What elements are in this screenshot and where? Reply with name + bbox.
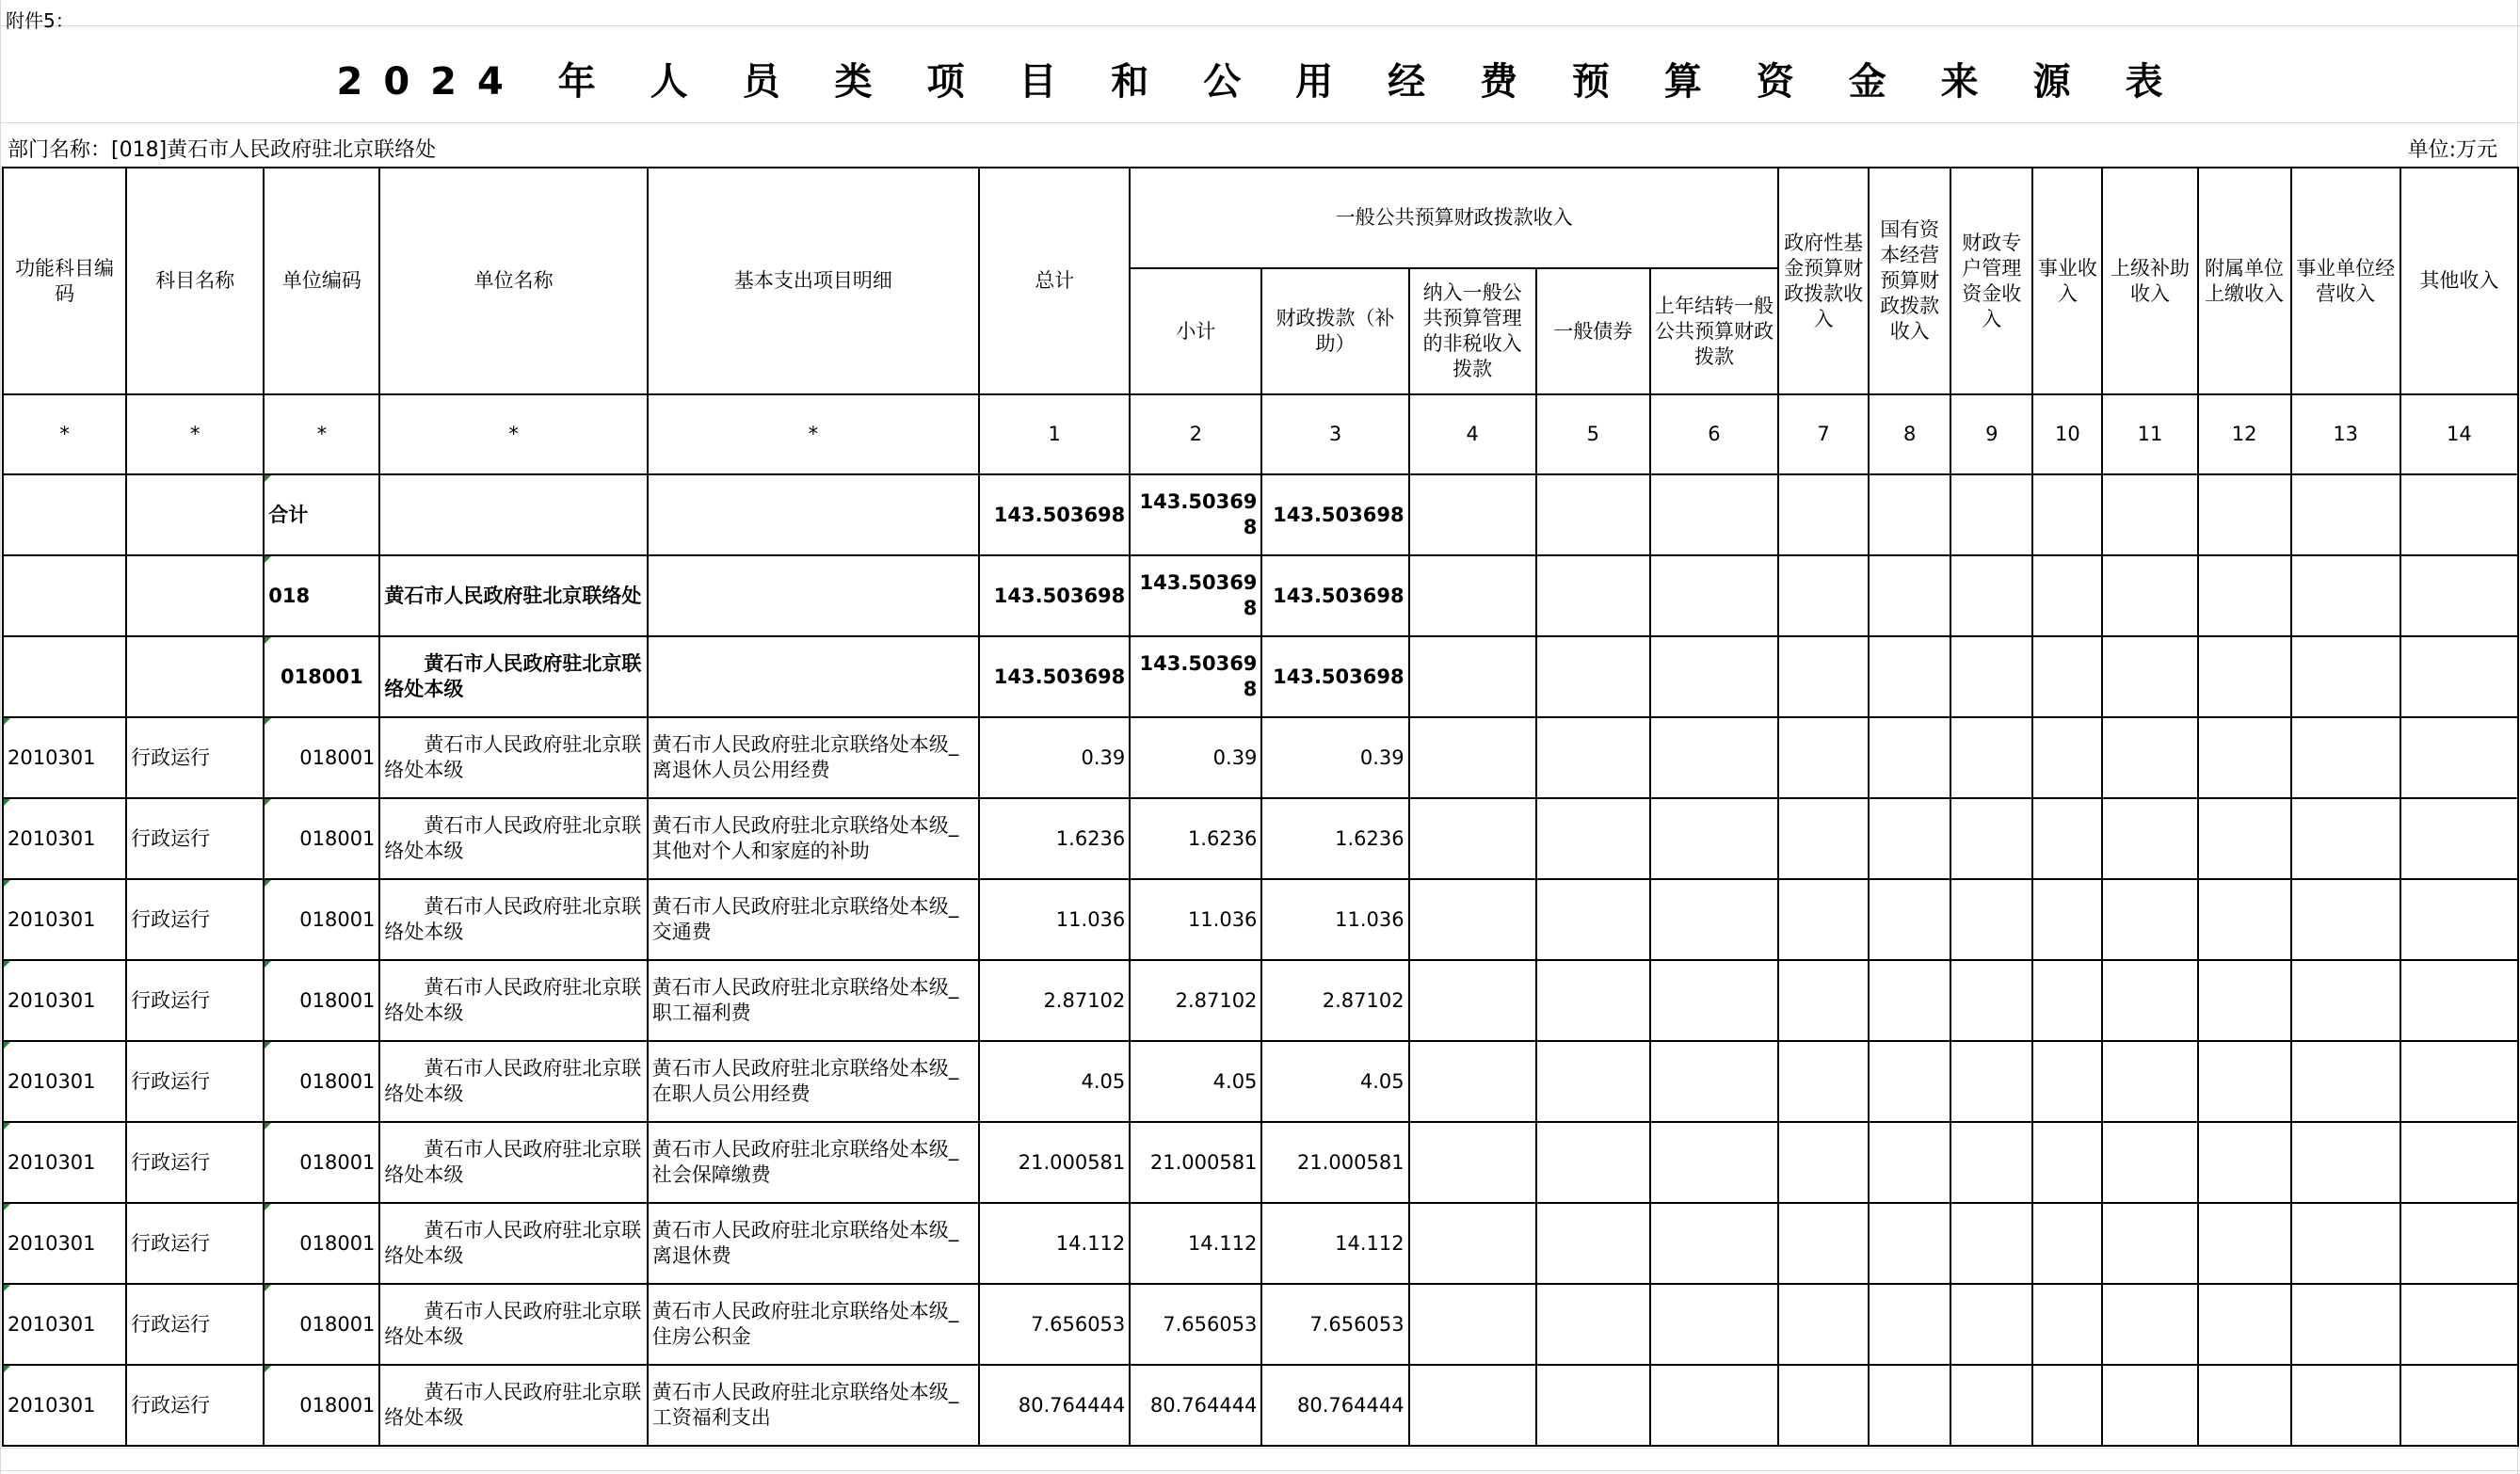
empty-cell[interactable] [2102, 1203, 2197, 1284]
index-cell: * [126, 394, 264, 474]
index-cell: 14 [2400, 394, 2518, 474]
gridline [0, 1448, 2520, 1449]
empty-cell[interactable] [1650, 879, 1778, 960]
empty-cell[interactable] [2032, 798, 2102, 879]
empty-cell[interactable] [1536, 555, 1650, 636]
unit-label: 单位:万元 [2407, 138, 2497, 162]
empty-cell[interactable] [1950, 636, 2032, 717]
empty-cell[interactable] [2198, 1122, 2291, 1203]
empty-cell[interactable] [1869, 717, 1950, 798]
subtotal-cell[interactable]: 1.6236 [1130, 798, 1261, 879]
header-func-code: 功能科目编码 [3, 168, 126, 394]
summary-total[interactable]: 143.503698 [979, 474, 1130, 555]
grant-cell[interactable]: 2.87102 [1261, 960, 1408, 1041]
empty-cell[interactable] [1536, 636, 1650, 717]
empty-cell[interactable] [1536, 1365, 1650, 1446]
empty-cell[interactable] [1778, 1365, 1869, 1446]
empty-cell[interactable] [1950, 1284, 2032, 1365]
index-cell: 4 [1409, 394, 1536, 474]
unit-code-cell[interactable]: 018001 [264, 879, 379, 960]
empty-cell[interactable] [1650, 636, 1778, 717]
empty-cell[interactable] [2198, 1365, 2291, 1446]
empty-cell[interactable] [1869, 879, 1950, 960]
empty-cell[interactable] [1778, 636, 1869, 717]
empty-cell[interactable] [2400, 636, 2518, 717]
empty-cell[interactable] [2102, 555, 2197, 636]
subtotal-cell[interactable]: 80.764444 [1130, 1365, 1261, 1446]
total-cell[interactable]: 2.87102 [979, 960, 1130, 1041]
unit-code-cell[interactable]: 018001 [264, 1365, 379, 1446]
empty-cell[interactable] [1778, 879, 1869, 960]
empty-cell[interactable] [2032, 636, 2102, 717]
grant-cell[interactable]: 1.6236 [1261, 798, 1408, 879]
summary-subtotal[interactable]: 143.503698 [1130, 555, 1261, 636]
header-carryover: 上年结转一般公共预算财政拨款 [1650, 268, 1778, 394]
budget-table [2, 167, 2519, 1447]
empty-cell[interactable] [1950, 1365, 2032, 1446]
empty-cell[interactable] [2400, 1365, 2518, 1446]
empty-cell[interactable] [2291, 555, 2400, 636]
empty-cell[interactable] [2400, 717, 2518, 798]
summary-grant[interactable]: 143.503698 [1261, 474, 1408, 555]
empty-cell[interactable] [2198, 879, 2291, 960]
table-row [3, 798, 2518, 879]
empty-cell[interactable] [1950, 798, 2032, 879]
summary-total[interactable]: 143.503698 [979, 636, 1130, 717]
item-detail-cell[interactable]: 黄石市人民政府驻北京联络处本级_社会保障缴费 [648, 1122, 979, 1203]
index-cell: 7 [1778, 394, 1869, 474]
empty-cell[interactable] [2102, 798, 2197, 879]
empty-cell[interactable] [1650, 717, 1778, 798]
empty-cell[interactable] [1778, 1203, 1869, 1284]
unit-name-cell[interactable]: 黄石市人民政府驻北京联络处本级 [379, 879, 647, 960]
empty-cell[interactable] [2291, 798, 2400, 879]
empty-cell[interactable] [1778, 1284, 1869, 1365]
total-cell[interactable]: 4.05 [979, 1041, 1130, 1122]
empty-cell[interactable] [1536, 960, 1650, 1041]
empty-cell[interactable] [1869, 1203, 1950, 1284]
total-cell[interactable]: 11.036 [979, 879, 1130, 960]
empty-cell[interactable] [1536, 1041, 1650, 1122]
grant-cell[interactable]: 0.39 [1261, 717, 1408, 798]
summary-subtotal[interactable]: 143.503698 [1130, 636, 1261, 717]
index-cell: * [3, 394, 126, 474]
table-cell[interactable] [3, 474, 126, 555]
total-cell[interactable]: 0.39 [979, 717, 1130, 798]
empty-cell[interactable] [2400, 879, 2518, 960]
table-cell[interactable] [126, 555, 264, 636]
empty-cell[interactable] [2291, 474, 2400, 555]
unit-name-cell[interactable]: 黄石市人民政府驻北京联络处本级 [379, 1041, 647, 1122]
header-item-detail: 基本支出项目明细 [648, 168, 979, 394]
subject-name-cell[interactable]: 行政运行 [126, 1203, 264, 1284]
index-row [3, 394, 2518, 474]
table-row [3, 1365, 2518, 1446]
header-operating: 事业单位经营收入 [2291, 168, 2400, 394]
empty-cell[interactable] [1869, 1122, 1950, 1203]
empty-cell[interactable] [1650, 960, 1778, 1041]
index-cell: 8 [1869, 394, 1950, 474]
index-cell: 5 [1536, 394, 1650, 474]
empty-cell[interactable] [1869, 960, 1950, 1041]
item-detail-cell[interactable]: 黄石市人民政府驻北京联络处本级_在职人员公用经费 [648, 1041, 979, 1122]
func-code-cell[interactable]: 2010301 [3, 1284, 126, 1365]
empty-cell[interactable] [1409, 1203, 1536, 1284]
empty-cell[interactable] [1650, 1041, 1778, 1122]
header-fiscal-grant: 财政拨款（补助） [1261, 268, 1408, 394]
index-cell: 10 [2032, 394, 2102, 474]
empty-cell[interactable] [1536, 1203, 1650, 1284]
empty-cell[interactable] [1409, 555, 1536, 636]
empty-cell[interactable] [2198, 717, 2291, 798]
table-row [3, 1122, 2518, 1203]
summary-dept-code[interactable]: 018 [264, 555, 379, 636]
header-other: 其他收入 [2400, 168, 2518, 394]
empty-cell[interactable] [2102, 960, 2197, 1041]
empty-cell[interactable] [2291, 1203, 2400, 1284]
summary-row-total [3, 474, 2518, 555]
unit-code-cell[interactable]: 018001 [264, 960, 379, 1041]
empty-cell[interactable] [1536, 1122, 1650, 1203]
header-general-budget-group: 一般公共预算财政拨款收入 [1130, 168, 1778, 268]
empty-cell[interactable] [2198, 1203, 2291, 1284]
index-cell: 12 [2198, 394, 2291, 474]
empty-cell[interactable] [1778, 555, 1869, 636]
index-cell: 9 [1950, 394, 2032, 474]
index-cell: * [379, 394, 647, 474]
table-row [3, 960, 2518, 1041]
summary-dept-name[interactable]: 黄石市人民政府驻北京联络处 [379, 555, 647, 636]
subject-name-cell[interactable]: 行政运行 [126, 1284, 264, 1365]
table-row [3, 717, 2518, 798]
empty-cell[interactable] [1536, 717, 1650, 798]
empty-cell[interactable] [1950, 1203, 2032, 1284]
empty-cell[interactable] [2198, 1284, 2291, 1365]
subtotal-cell[interactable]: 0.39 [1130, 717, 1261, 798]
empty-cell[interactable] [1778, 717, 1869, 798]
empty-cell[interactable] [1650, 1365, 1778, 1446]
item-detail-cell[interactable]: 黄石市人民政府驻北京联络处本级_工资福利支出 [648, 1365, 979, 1446]
empty-cell[interactable] [2032, 1041, 2102, 1122]
header-nontax: 纳入一般公共预算管理的非税收入拨款 [1409, 268, 1536, 394]
empty-cell[interactable] [2102, 717, 2197, 798]
table-cell[interactable] [3, 555, 126, 636]
empty-cell[interactable] [1409, 1041, 1536, 1122]
grant-cell[interactable]: 80.764444 [1261, 1365, 1408, 1446]
unit-name-cell[interactable]: 黄石市人民政府驻北京联络处本级 [379, 1365, 647, 1446]
empty-cell[interactable] [2032, 717, 2102, 798]
grant-cell[interactable]: 4.05 [1261, 1041, 1408, 1122]
header-subject-name: 科目名称 [126, 168, 264, 394]
func-code-cell[interactable]: 2010301 [3, 717, 126, 798]
index-cell: 11 [2102, 394, 2197, 474]
summary-total[interactable]: 143.503698 [979, 555, 1130, 636]
header-unit-code: 单位编码 [264, 168, 379, 394]
index-cell: 6 [1650, 394, 1778, 474]
gridline [0, 25, 2520, 26]
empty-cell[interactable] [1778, 1122, 1869, 1203]
header-bond: 一般债券 [1536, 268, 1650, 394]
empty-cell[interactable] [1409, 1122, 1536, 1203]
empty-cell[interactable] [2400, 1284, 2518, 1365]
empty-cell[interactable] [2400, 555, 2518, 636]
header-row-1 [3, 168, 2518, 268]
unit-name-cell[interactable]: 黄石市人民政府驻北京联络处本级 [379, 1122, 647, 1203]
department-name: 部门名称：[018]黄石市人民政府驻北京联络处 [8, 138, 437, 162]
table-cell[interactable] [648, 555, 979, 636]
func-code-cell[interactable]: 2010301 [3, 879, 126, 960]
empty-cell[interactable] [2400, 1122, 2518, 1203]
empty-cell[interactable] [2032, 960, 2102, 1041]
header-gov-fund: 政府性基金预算财政拨款收入 [1778, 168, 1869, 394]
unit-code-cell[interactable]: 018001 [264, 1122, 379, 1203]
empty-cell[interactable] [2400, 798, 2518, 879]
header-upper-subsidy: 上级补助收入 [2102, 168, 2197, 394]
page-title: 2024 年 人 员 类 项 目 和 公 用 经 费 预 算 资 金 来 源 表 [336, 60, 2184, 104]
header-subtotal: 小计 [1130, 268, 1261, 394]
item-detail-cell[interactable]: 黄石市人民政府驻北京联络处本级_交通费 [648, 879, 979, 960]
summary-row-unit [3, 636, 2518, 717]
empty-cell[interactable] [1950, 555, 2032, 636]
empty-cell[interactable] [2198, 555, 2291, 636]
empty-cell[interactable] [2102, 1284, 2197, 1365]
empty-cell[interactable] [1778, 798, 1869, 879]
empty-cell[interactable] [1409, 1365, 1536, 1446]
empty-cell[interactable] [1409, 879, 1536, 960]
empty-cell[interactable] [2291, 636, 2400, 717]
empty-cell[interactable] [1409, 636, 1536, 717]
subtotal-cell[interactable]: 11.036 [1130, 879, 1261, 960]
empty-cell[interactable] [1950, 1122, 2032, 1203]
empty-cell[interactable] [1950, 879, 2032, 960]
subtotal-cell[interactable]: 4.05 [1130, 1041, 1261, 1122]
gridline [0, 1470, 2520, 1471]
table-row [3, 1041, 2518, 1122]
empty-cell[interactable] [2102, 879, 2197, 960]
item-detail-cell[interactable]: 黄石市人民政府驻北京联络处本级_离退休人员公用经费 [648, 717, 979, 798]
subtotal-cell[interactable]: 2.87102 [1130, 960, 1261, 1041]
header-state-capital: 国有资本经营预算财政拨款收入 [1869, 168, 1950, 394]
empty-cell[interactable] [1869, 1365, 1950, 1446]
empty-cell[interactable] [1869, 1284, 1950, 1365]
subject-name-cell[interactable]: 行政运行 [126, 960, 264, 1041]
summary-grant[interactable]: 143.503698 [1261, 636, 1408, 717]
table-cell[interactable] [3, 636, 126, 717]
empty-cell[interactable] [1650, 555, 1778, 636]
unit-code-cell[interactable]: 018001 [264, 1041, 379, 1122]
empty-cell[interactable] [1869, 636, 1950, 717]
total-cell[interactable]: 14.112 [979, 1203, 1130, 1284]
empty-cell[interactable] [1536, 474, 1650, 555]
empty-cell[interactable] [1950, 474, 2032, 555]
total-cell[interactable]: 7.656053 [979, 1284, 1130, 1365]
summary-grant[interactable]: 143.503698 [1261, 555, 1408, 636]
table-row [3, 1284, 2518, 1365]
empty-cell[interactable] [1409, 798, 1536, 879]
table-row [3, 879, 2518, 960]
index-cell: * [264, 394, 379, 474]
empty-cell[interactable] [2400, 474, 2518, 555]
grant-cell[interactable]: 21.000581 [1261, 1122, 1408, 1203]
header-unit-name: 单位名称 [379, 168, 647, 394]
empty-cell[interactable] [1409, 960, 1536, 1041]
empty-cell[interactable] [1778, 474, 1869, 555]
grant-cell[interactable]: 7.656053 [1261, 1284, 1408, 1365]
empty-cell[interactable] [1869, 555, 1950, 636]
empty-cell[interactable] [1778, 960, 1869, 1041]
func-code-cell[interactable]: 2010301 [3, 1365, 126, 1446]
empty-cell[interactable] [1869, 798, 1950, 879]
table-cell[interactable] [126, 636, 264, 717]
empty-cell[interactable] [2032, 474, 2102, 555]
item-detail-cell[interactable]: 黄石市人民政府驻北京联络处本级_离退休费 [648, 1203, 979, 1284]
subtotal-cell[interactable]: 7.656053 [1130, 1284, 1261, 1365]
empty-cell[interactable] [2198, 798, 2291, 879]
func-code-cell[interactable]: 2010301 [3, 960, 126, 1041]
empty-cell[interactable] [2291, 1041, 2400, 1122]
header-total: 总计 [979, 168, 1130, 394]
empty-cell[interactable] [2032, 879, 2102, 960]
func-code-cell[interactable]: 2010301 [3, 798, 126, 879]
subject-name-cell[interactable]: 行政运行 [126, 717, 264, 798]
unit-name-cell[interactable]: 黄石市人民政府驻北京联络处本级 [379, 717, 647, 798]
summary-row-dept [3, 555, 2518, 636]
summary-unit-code[interactable]: 018001 [264, 636, 379, 717]
func-code-cell[interactable]: 2010301 [3, 1203, 126, 1284]
empty-cell[interactable] [2291, 960, 2400, 1041]
total-cell[interactable]: 80.764444 [979, 1365, 1130, 1446]
empty-cell[interactable] [1650, 1203, 1778, 1284]
unit-name-cell[interactable]: 黄石市人民政府驻北京联络处本级 [379, 1203, 647, 1284]
header-affiliated: 附属单位上缴收入 [2198, 168, 2291, 394]
gridline [0, 122, 2520, 123]
empty-cell[interactable] [1950, 717, 2032, 798]
header-business-income: 事业收入 [2032, 168, 2102, 394]
grant-cell[interactable]: 11.036 [1261, 879, 1408, 960]
empty-cell[interactable] [2198, 636, 2291, 717]
item-detail-cell[interactable]: 黄石市人民政府驻北京联络处本级_住房公积金 [648, 1284, 979, 1365]
attachment-label: 附件5： [6, 9, 74, 32]
empty-cell[interactable] [1778, 1041, 1869, 1122]
empty-cell[interactable] [1650, 474, 1778, 555]
summary-subtotal[interactable]: 143.503698 [1130, 474, 1261, 555]
empty-cell[interactable] [1869, 474, 1950, 555]
empty-cell[interactable] [2032, 1284, 2102, 1365]
index-cell: 1 [979, 394, 1130, 474]
table-cell[interactable] [648, 474, 979, 555]
unit-code-cell[interactable]: 018001 [264, 717, 379, 798]
subject-name-cell[interactable]: 行政运行 [126, 879, 264, 960]
empty-cell[interactable] [2102, 1041, 2197, 1122]
item-detail-cell[interactable]: 黄石市人民政府驻北京联络处本级_其他对个人和家庭的补助 [648, 798, 979, 879]
index-cell: 2 [1130, 394, 1261, 474]
empty-cell[interactable] [2102, 636, 2197, 717]
empty-cell[interactable] [2032, 1122, 2102, 1203]
unit-name-cell[interactable]: 黄石市人民政府驻北京联络处本级 [379, 960, 647, 1041]
func-code-cell[interactable]: 2010301 [3, 1122, 126, 1203]
unit-name-cell[interactable]: 黄石市人民政府驻北京联络处本级 [379, 798, 647, 879]
unit-code-cell[interactable]: 018001 [264, 798, 379, 879]
empty-cell[interactable] [2032, 1203, 2102, 1284]
empty-cell[interactable] [2400, 960, 2518, 1041]
empty-cell[interactable] [1536, 879, 1650, 960]
unit-code-cell[interactable]: 018001 [264, 1203, 379, 1284]
empty-cell[interactable] [2291, 1284, 2400, 1365]
total-cell[interactable]: 1.6236 [979, 798, 1130, 879]
empty-cell[interactable] [1409, 1284, 1536, 1365]
empty-cell[interactable] [1409, 717, 1536, 798]
empty-cell[interactable] [2291, 1122, 2400, 1203]
header-special-account: 财政专户管理资金收入 [1950, 168, 2032, 394]
item-detail-cell[interactable]: 黄石市人民政府驻北京联络处本级_职工福利费 [648, 960, 979, 1041]
empty-cell[interactable] [1650, 1284, 1778, 1365]
index-cell: 13 [2291, 394, 2400, 474]
unit-code-cell[interactable]: 018001 [264, 1284, 379, 1365]
index-cell: 3 [1261, 394, 1408, 474]
empty-cell[interactable] [2291, 1365, 2400, 1446]
empty-cell[interactable] [2198, 474, 2291, 555]
empty-cell[interactable] [1950, 1041, 2032, 1122]
empty-cell[interactable] [1650, 798, 1778, 879]
empty-cell[interactable] [2400, 1203, 2518, 1284]
gridline [0, 0, 1, 1474]
subject-name-cell[interactable]: 行政运行 [126, 1041, 264, 1122]
subtotal-cell[interactable]: 14.112 [1130, 1203, 1261, 1284]
table-cell[interactable] [126, 474, 264, 555]
total-cell[interactable]: 21.000581 [979, 1122, 1130, 1203]
empty-cell[interactable] [1869, 1041, 1950, 1122]
empty-cell[interactable] [2102, 1122, 2197, 1203]
summary-unit-name[interactable] [379, 474, 647, 555]
empty-cell[interactable] [2032, 1365, 2102, 1446]
empty-cell[interactable] [1536, 1284, 1650, 1365]
empty-cell[interactable] [1950, 960, 2032, 1041]
empty-cell[interactable] [2102, 474, 2197, 555]
empty-cell[interactable] [1650, 1122, 1778, 1203]
func-code-cell[interactable]: 2010301 [3, 1041, 126, 1122]
empty-cell[interactable] [2032, 555, 2102, 636]
table-row [3, 1203, 2518, 1284]
empty-cell[interactable] [2291, 879, 2400, 960]
subject-name-cell[interactable]: 行政运行 [126, 1122, 264, 1203]
unit-name-cell[interactable]: 黄石市人民政府驻北京联络处本级 [379, 1284, 647, 1365]
empty-cell[interactable] [2291, 717, 2400, 798]
summary-label[interactable]: 合计 [264, 474, 379, 555]
summary-unit-name[interactable]: 黄石市人民政府驻北京联络处本级 [379, 636, 647, 717]
empty-cell[interactable] [2198, 960, 2291, 1041]
empty-cell[interactable] [2198, 1041, 2291, 1122]
empty-cell[interactable] [1409, 474, 1536, 555]
subject-name-cell[interactable]: 行政运行 [126, 798, 264, 879]
subtotal-cell[interactable]: 21.000581 [1130, 1122, 1261, 1203]
table-cell[interactable] [648, 636, 979, 717]
empty-cell[interactable] [1536, 798, 1650, 879]
index-cell: * [648, 394, 979, 474]
subject-name-cell[interactable]: 行政运行 [126, 1365, 264, 1446]
empty-cell[interactable] [2400, 1041, 2518, 1122]
grant-cell[interactable]: 14.112 [1261, 1203, 1408, 1284]
empty-cell[interactable] [2102, 1365, 2197, 1446]
